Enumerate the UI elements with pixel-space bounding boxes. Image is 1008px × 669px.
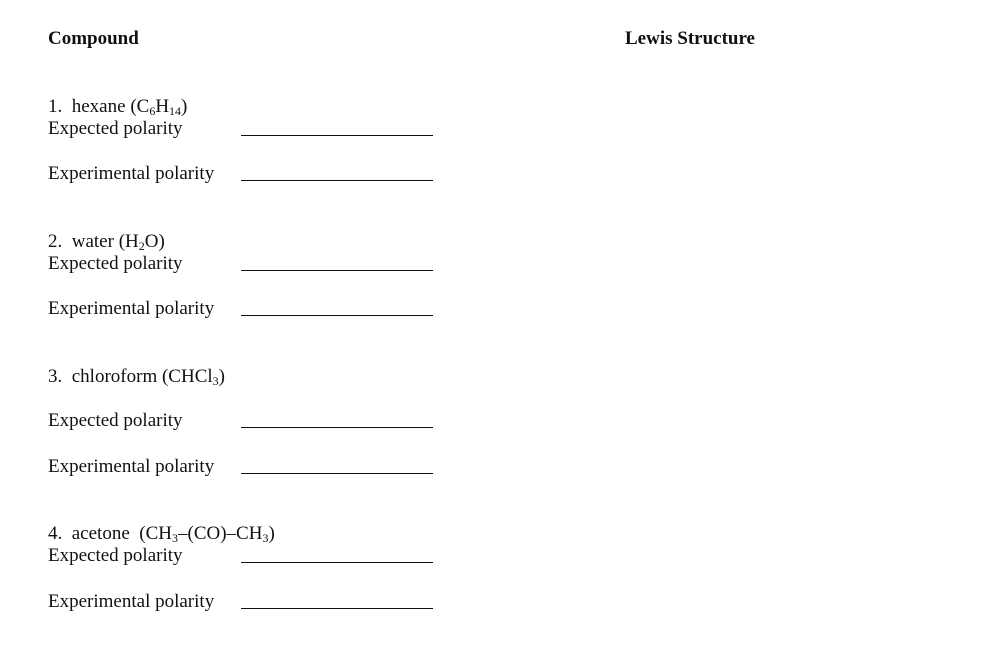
compound-2-number: 2. [48,231,63,252]
compound-3-expected-blank[interactable] [241,427,433,428]
compound-1-number: 1. [48,96,63,117]
compound-3-number: 3. [48,366,63,387]
compound-2-experimental-label: Experimental polarity [48,298,215,319]
compound-4-title [48,523,275,545]
compound-1-formula: $(C_6H_{14})$ [130,96,188,118]
compound-2-title [48,231,165,253]
compound-1-expected-label: Expected polarity [48,118,183,139]
compound-4-number: 4. [48,523,63,544]
compound-1-experimental-blank[interactable] [241,180,433,181]
compound-1-experimental-label: Experimental polarity [48,163,215,184]
compound-1-expected-blank[interactable] [241,135,433,136]
compound-3-name: chloroform [71,366,158,387]
compound-1-name: hexane [71,96,126,117]
compound-3-title [48,366,225,388]
compound-4-name: acetone [71,523,130,544]
compound-2-name: water [71,231,114,252]
compound-4-experimental-blank[interactable] [241,608,433,609]
compound-3-formula: (CHCl$_3$) [161,366,225,388]
compound-3-experimental-label: Experimental polarity [48,456,215,477]
compound-4-expected-label: Expected polarity [48,545,183,566]
compound-4-experimental-label: Experimental polarity [48,591,215,612]
compound-2-expected-label: Expected polarity [48,253,183,274]
compound-3-expected-label: Expected polarity [48,410,183,431]
compound-4-expected-blank[interactable] [241,562,433,563]
lewis-structure-column-header: Lewis Structure [625,28,755,49]
compound-column-header: Compound [48,28,139,49]
compound-3-experimental-blank[interactable] [241,473,433,474]
compound-1-title [48,96,187,118]
compound-2-formula: $(H_2O)$ [118,231,165,253]
compound-4-formula: $(CH_3-(CO)-CH_3)$ [139,523,275,545]
compound-2-expected-blank[interactable] [241,270,433,271]
compound-2-experimental-blank[interactable] [241,315,433,316]
